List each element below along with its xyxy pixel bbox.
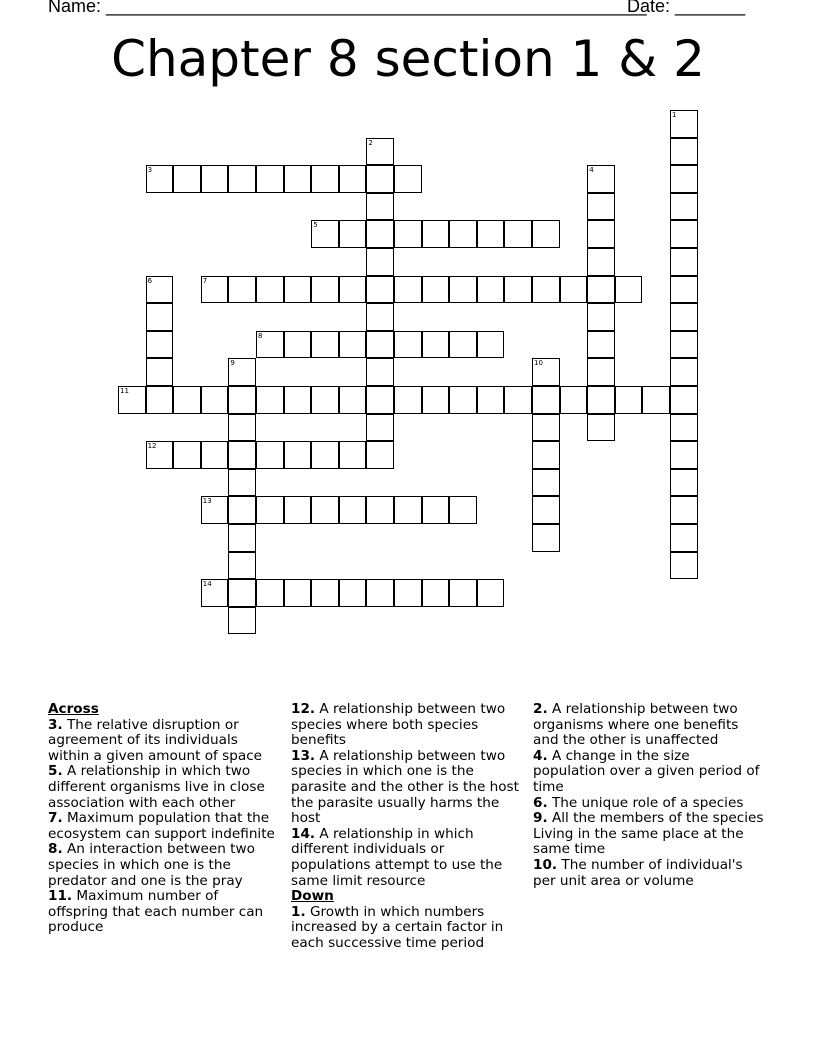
grid-cell[interactable] [339, 496, 367, 524]
grid-cell[interactable] [146, 303, 174, 331]
grid-cell[interactable] [228, 165, 256, 193]
grid-cell[interactable] [366, 248, 394, 276]
grid-cell[interactable] [560, 386, 588, 414]
grid-cell[interactable] [394, 276, 422, 304]
grid-cell[interactable] [670, 441, 698, 469]
grid-cell[interactable] [339, 386, 367, 414]
grid-cell[interactable] [366, 386, 394, 414]
clue-number: 9 [230, 359, 235, 368]
grid-cell[interactable] [532, 496, 560, 524]
grid-cell[interactable] [284, 165, 312, 193]
grid-cell[interactable] [504, 276, 532, 304]
across-clue-8: 8. An interaction between two species in which one is the predator and one is the pray [48, 841, 255, 889]
grid-cell[interactable] [587, 220, 615, 248]
grid-cell[interactable] [587, 193, 615, 221]
grid-cell[interactable] [532, 358, 560, 386]
grid-cell[interactable] [228, 469, 256, 497]
grid-cell[interactable] [504, 220, 532, 248]
grid-cell[interactable] [284, 276, 312, 304]
grid-cell[interactable] [394, 220, 422, 248]
grid-cell[interactable] [587, 303, 615, 331]
grid-cell[interactable] [670, 496, 698, 524]
grid-cell[interactable] [670, 469, 698, 497]
grid-cell[interactable] [146, 331, 174, 359]
grid-cell[interactable] [477, 331, 505, 359]
grid-cell[interactable] [670, 220, 698, 248]
grid-cell[interactable] [366, 303, 394, 331]
grid-cell[interactable] [670, 165, 698, 193]
clue-number: 12 [147, 442, 157, 451]
grid-cell[interactable] [366, 441, 394, 469]
grid-cell[interactable] [256, 331, 284, 359]
grid-cell[interactable] [587, 414, 615, 442]
grid-cell[interactable] [366, 193, 394, 221]
grid-cell[interactable] [366, 496, 394, 524]
clue-number: 6 [147, 276, 153, 285]
grid-cell[interactable] [670, 276, 698, 304]
grid-cell[interactable] [146, 386, 174, 414]
page-title: Chapter 8 section 1 & 2 [111, 30, 705, 88]
grid-cell[interactable] [422, 496, 450, 524]
grid-cell[interactable] [201, 165, 229, 193]
grid-cell[interactable] [587, 358, 615, 386]
across-clue-14: 14. A relationship in which different individuals or populations attempt to use the same limit resource [291, 825, 503, 889]
grid-cell[interactable] [228, 414, 256, 442]
clue-column-1 [48, 702, 280, 936]
grid-cell[interactable] [394, 496, 422, 524]
grid-cell[interactable] [311, 441, 339, 469]
grid-cell[interactable] [146, 358, 174, 386]
clue-number: 2 [368, 138, 373, 147]
grid-cell[interactable] [118, 386, 146, 414]
grid-cell[interactable] [670, 110, 698, 138]
grid-cell[interactable] [587, 386, 615, 414]
grid-cell[interactable] [670, 386, 698, 414]
grid-cell[interactable] [449, 331, 477, 359]
grid-cell[interactable] [256, 386, 284, 414]
grid-cell[interactable] [477, 579, 505, 607]
grid-cell[interactable] [532, 220, 560, 248]
grid-cell[interactable] [670, 138, 698, 166]
grid-cell[interactable] [449, 579, 477, 607]
grid-cell[interactable] [284, 331, 312, 359]
grid-cell[interactable] [532, 414, 560, 442]
grid-cell[interactable] [504, 386, 532, 414]
grid-cell[interactable] [339, 579, 367, 607]
clue-number: 8 [258, 331, 263, 340]
grid-cell[interactable] [587, 276, 615, 304]
grid-cell[interactable] [394, 579, 422, 607]
grid-cell[interactable] [284, 496, 312, 524]
grid-cell[interactable] [366, 331, 394, 359]
grid-cell[interactable] [670, 414, 698, 442]
clue-number: 5 [313, 221, 318, 230]
grid-cell[interactable] [422, 579, 450, 607]
grid-cell[interactable] [311, 496, 339, 524]
clue-number: 3 [147, 166, 153, 175]
across-clue-13: 13. A relationship between two species in which one is the parasite and the other is the host the parasite usually harms the host [291, 747, 519, 827]
grid-cell[interactable] [173, 165, 201, 193]
grid-cell[interactable] [366, 220, 394, 248]
grid-cell[interactable] [339, 165, 367, 193]
grid-cell[interactable] [311, 331, 339, 359]
grid-cell[interactable] [311, 579, 339, 607]
grid-cell[interactable] [670, 193, 698, 221]
across-clue-7: 7. Maximum population that the ecosystem can support indefinite [48, 810, 275, 842]
clue-number: 4 [589, 166, 594, 175]
grid-cell[interactable] [228, 579, 256, 607]
grid-cell[interactable] [394, 331, 422, 359]
name-line: Name: ______________________________________________________ [48, 0, 647, 16]
grid-cell[interactable] [449, 496, 477, 524]
grid-cell[interactable] [173, 386, 201, 414]
grid-cell[interactable] [560, 276, 588, 304]
grid-cell[interactable] [477, 386, 505, 414]
date-line: Date: _______ [627, 0, 746, 16]
grid-cell[interactable] [366, 358, 394, 386]
grid-cell[interactable] [366, 165, 394, 193]
grid-cell[interactable] [146, 441, 174, 469]
grid-cell[interactable] [339, 441, 367, 469]
grid-cell[interactable] [228, 496, 256, 524]
grid-cell[interactable] [284, 386, 312, 414]
grid-cell[interactable] [422, 220, 450, 248]
grid-cell[interactable] [394, 165, 422, 193]
grid-cell[interactable] [228, 441, 256, 469]
grid-cell[interactable] [670, 552, 698, 580]
across-clue-11: 11. Maximum number of offspring that each number can produce [48, 888, 264, 936]
clue-number: 7 [202, 276, 208, 285]
grid-cell[interactable] [228, 386, 256, 414]
grid-cell[interactable] [422, 386, 450, 414]
clue-number: 11 [120, 387, 129, 395]
grid-cell[interactable] [587, 248, 615, 276]
grid-cell[interactable] [284, 441, 312, 469]
grid-cell[interactable] [173, 441, 201, 469]
grid-cell[interactable] [366, 414, 394, 442]
grid-cell[interactable] [615, 276, 643, 304]
grid-cell[interactable] [477, 276, 505, 304]
down-clue-9: 9. All the members of the species Living in the same place at the same time [533, 810, 764, 858]
clue-number: 1 [672, 111, 677, 119]
across-heading: Across [48, 701, 99, 717]
grid-cell[interactable] [311, 276, 339, 304]
grid-cell[interactable] [201, 579, 229, 607]
grid-cell[interactable] [532, 469, 560, 497]
down-clue-1: 1. Growth in which numbers increased by a certain factor in each successive time period [291, 903, 504, 951]
grid-cell[interactable] [228, 358, 256, 386]
grid-cell[interactable] [532, 386, 560, 414]
grid-cell[interactable] [256, 496, 284, 524]
grid-cell[interactable] [366, 138, 394, 166]
grid-cell[interactable] [532, 441, 560, 469]
grid-cell[interactable] [449, 276, 477, 304]
down-clue-10: 10. The number of individual's per unit area or volume [533, 856, 743, 889]
grid-cell[interactable] [615, 386, 643, 414]
grid-cell[interactable] [422, 276, 450, 304]
grid-cell[interactable] [228, 276, 256, 304]
down-clue-4: 4. A change in the size population over a given period of time [533, 747, 760, 795]
grid-cell[interactable] [670, 331, 698, 359]
down-clue-2: 2. A relationship between two organisms where one benefits and the other is unaffected [533, 701, 739, 749]
grid-cell[interactable] [449, 220, 477, 248]
clue-number: 13 [202, 497, 212, 506]
grid-cell[interactable] [256, 276, 284, 304]
grid-cell[interactable] [201, 276, 229, 304]
grid-cell[interactable] [201, 386, 229, 414]
grid-cell[interactable] [256, 441, 284, 469]
grid-cell[interactable] [201, 496, 229, 524]
down-clue-6: 6. The unique role of a species [533, 794, 744, 811]
grid-cell[interactable] [284, 579, 312, 607]
grid-cell[interactable] [228, 607, 256, 635]
clue-number: 14 [202, 580, 212, 589]
grid-cell[interactable] [256, 579, 284, 607]
grid-cell[interactable] [670, 358, 698, 386]
grid-cell[interactable] [146, 276, 174, 304]
clue-number: 10 [534, 359, 543, 368]
grid-cell[interactable] [146, 165, 174, 193]
grid-cell[interactable] [587, 331, 615, 359]
grid-cell[interactable] [256, 165, 284, 193]
grid-cell[interactable] [670, 524, 698, 552]
grid-cell[interactable] [201, 441, 229, 469]
down-heading: Down [291, 888, 334, 905]
grid-cell[interactable] [449, 386, 477, 414]
grid-cell[interactable] [228, 552, 256, 580]
grid-cell[interactable] [477, 220, 505, 248]
grid-cell[interactable] [422, 331, 450, 359]
grid-cell[interactable] [311, 165, 339, 193]
grid-cell[interactable] [339, 220, 367, 248]
clue-column-2 [291, 702, 523, 952]
clue-column-3 [533, 702, 765, 889]
grid-cell[interactable] [532, 276, 560, 304]
grid-cell[interactable] [311, 220, 339, 248]
across-clue-3: 3. The relative disruption or agreement of its individuals within a given amount of space [48, 716, 263, 764]
across-clue-5: 5. A relationship in which two different organisms live in close association with each other [48, 763, 265, 811]
grid-cell[interactable] [366, 579, 394, 607]
grid-cell[interactable] [670, 303, 698, 331]
grid-cell[interactable] [339, 331, 367, 359]
grid-cell[interactable] [339, 276, 367, 304]
grid-cell[interactable] [642, 386, 670, 414]
grid-cell[interactable] [394, 386, 422, 414]
grid-cell[interactable] [228, 524, 256, 552]
grid-cell[interactable] [587, 165, 615, 193]
grid-cell[interactable] [366, 276, 394, 304]
grid-cell[interactable] [670, 248, 698, 276]
grid-cell[interactable] [532, 524, 560, 552]
grid-cell[interactable] [311, 386, 339, 414]
across-clue-12: 12. A relationship between two species where both species benefits [291, 701, 506, 749]
